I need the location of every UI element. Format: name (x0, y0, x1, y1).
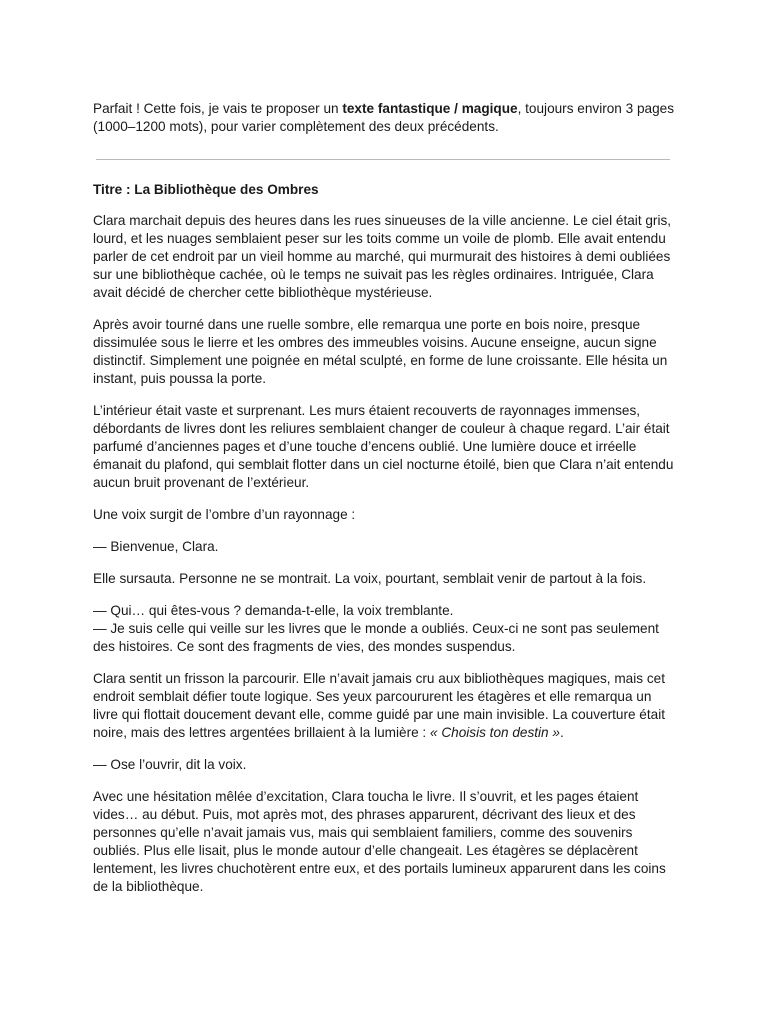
paragraph-2: Après avoir tourné dans une ruelle sombre, elle remarqua une porte en bois noire, presque dissimulée sous le lierre et les ombres des immeubles voisins. Aucune enseigne, aucun signe distinctif. Simplement une poignée en métal sculpté, en forme de lune croissante. Elle hésita un instant, puis poussa la porte. (93, 317, 668, 386)
paragraph-3: L’intérieur était vaste et surprenant. Les murs étaient recouverts de rayonnages immenses, débordants de livres dont les reliures semblaient changer de couleur à chaque regard. L’air était parfumé d’anciennes pages et d’une touche d’encens oublié. Une lumière douce et irréelle émanait du plafond, qui semblait flotter dans un ciel nocturne étoilé, bien que Clara n’ait entendu aucun bruit provenant de l’extérieur. (93, 403, 674, 490)
paragraph-7 (93, 602, 678, 656)
paragraph-4: Une voix surgit de l’ombre d’un rayonnage : (93, 507, 356, 522)
document-body (93, 100, 678, 896)
paragraph-9: — Ose l’ouvrir, dit la voix. (93, 757, 247, 772)
intro-text-end: , toujours environ 3 pages (1000–1200 mots), pour varier complètement des deux précédents. (93, 101, 675, 134)
book-title-italic: « Choisis ton destin » (429, 725, 560, 740)
paragraph-6: Elle sursauta. Personne ne se montrait. La voix, pourtant, semblait venir de partout à la fois. (93, 571, 647, 586)
paragraph-5: — Bienvenue, Clara. (93, 539, 219, 554)
paragraph-1: Clara marchait depuis des heures dans les rues sinueuses de la ville ancienne. Le ciel était gris, lourd, et les nuages semblaient peser sur les toits comme un voile de plomb. Elle avait entendu parler de cet endroit par un vieil homme au marché, qui murmurait des histoires à demi oubliées sur une bibliothèque cachée, où le temps ne suivait pas les règles ordinaires. Intriguée, Clara avait décidé de chercher cette bibliothèque mystérieuse. (93, 213, 672, 300)
horizontal-divider (96, 159, 670, 160)
paragraph-8-end: . (559, 725, 564, 740)
paragraph-8 (93, 670, 678, 742)
dialogue-answer: — Je suis celle qui veille sur les livres que le monde a oubliés. Ceux-ci ne sont pas seulement des histoires. Ce sont des fragments de vies, des mondes suspendus. (93, 621, 659, 654)
intro-text-start: Parfait ! Cette fois, je vais te proposer un (93, 101, 343, 116)
paragraph-8-text: Clara sentit un frisson la parcourir. Elle n’avait jamais cru aux bibliothèques magiques, mais cet endroit semblait défier toute logique. Ses yeux parcoururent les étagères et elle remarqua un livre qui flottait doucement devant elle, comme guidé par une main invisible. La couverture était noire, mais des lettres argentées brillaient à la lumière : (93, 671, 666, 740)
story-title: Titre : La Bibliothèque des Ombres (93, 182, 319, 197)
intro-genre-bold: texte fantastique / magique (342, 101, 518, 116)
dialogue-question: — Qui… qui êtes-vous ? demanda-t-elle, la voix tremblante. (93, 603, 454, 618)
intro-paragraph (93, 100, 678, 136)
paragraph-10: Avec une hésitation mêlée d’excitation, Clara toucha le livre. Il s’ouvrit, et les pages étaient vides… au début. Puis, mot après mot, des phrases apparurent, décrivant des lieux et des personnes qu’elle n’avait jamais vus, mais qui semblaient familiers, comme des souvenirs oubliés. Plus elle lisait, plus le monde autour d’elle changeait. Les étagères se déplacèrent lentement, les livres chuchotèrent entre eux, et des portails lumineux apparurent dans les coins de la bibliothèque. (93, 789, 666, 894)
